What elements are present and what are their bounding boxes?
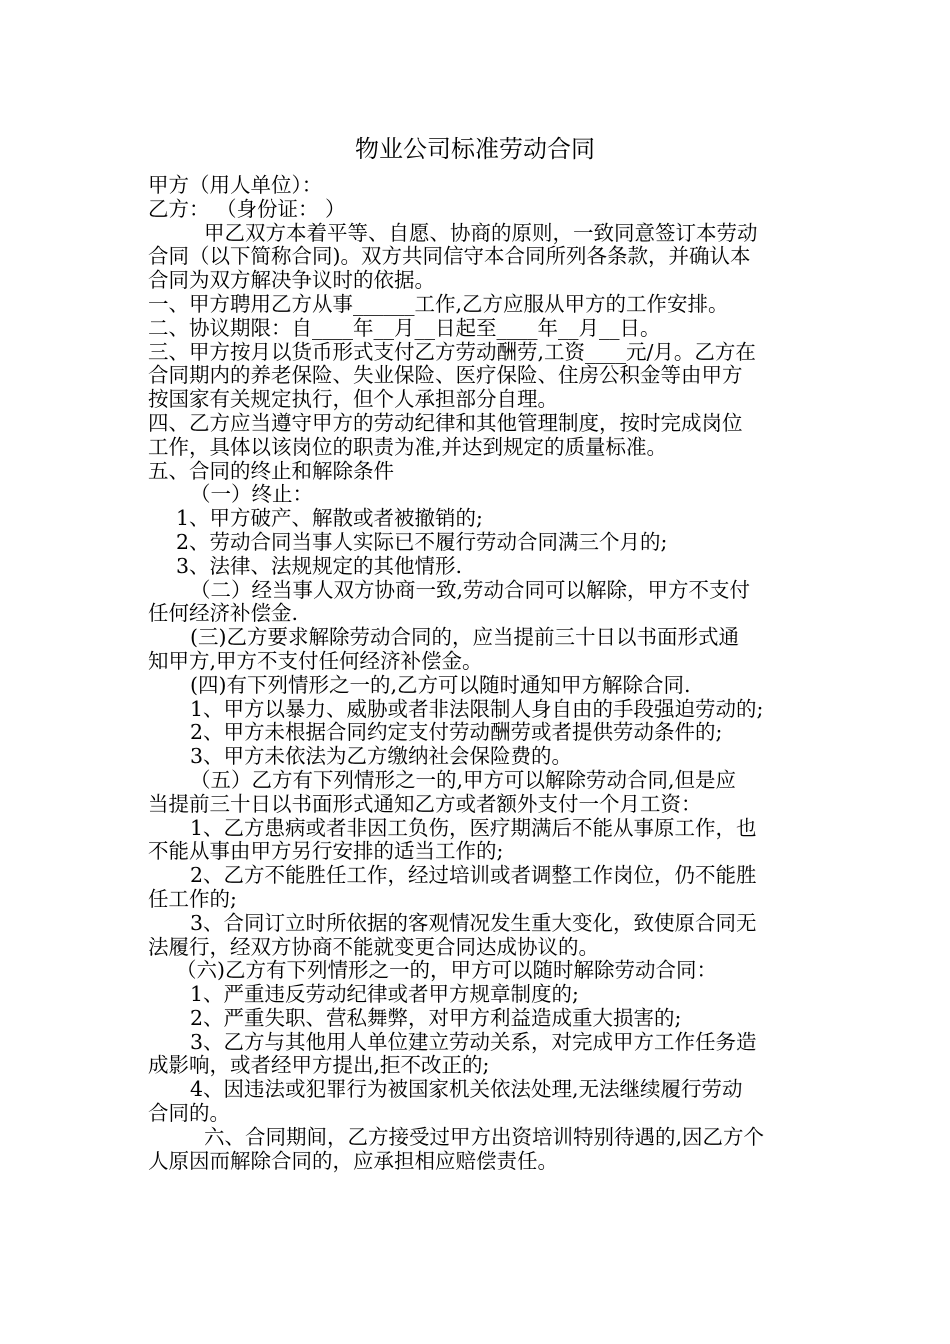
- document-line: 人原因而解除合同的，应承担相应赔偿责任。: [148, 1148, 558, 1173]
- document-line: 一、甲方聘用乙方从事______工作,乙方应服从甲方的工作安排。: [148, 291, 729, 316]
- document-line: 工作，具体以该岗位的职责为准,并达到规定的质量标准。: [148, 434, 668, 459]
- document-line: （六)乙方有下列情形之一的，甲方可以随时解除劳动合同：: [176, 958, 717, 983]
- document-title: 物业公司标准劳动合同: [355, 135, 595, 163]
- document-line: 成影响，或者经甲方提出,拒不改正的;: [148, 1053, 490, 1078]
- document-line: 乙方： （身份证： ）: [148, 196, 346, 221]
- document-line: 3、法律、法规规定的其他情形.: [176, 553, 463, 578]
- document-line: 不能从事由甲方另行安排的适当工作的;: [148, 839, 504, 864]
- document-line: 2、劳动合同当事人实际已不履行劳动合同满三个月的;: [176, 529, 668, 554]
- document-line: 六、合同期间，乙方接受过甲方出资培训特别待遇的,因乙方个: [204, 1124, 765, 1149]
- document-line: （五）乙方有下列情形之一的,甲方可以解除劳动合同,但是应: [190, 767, 737, 792]
- document-line: 2、乙方不能胜任工作，经过培训或者调整工作岗位，仍不能胜: [190, 863, 757, 888]
- document-line: 法履行，经双方协商不能就变更合同达成协议的。: [148, 934, 599, 959]
- document-line: （二）经当事人双方协商一致,劳动合同可以解除，甲方不支付: [190, 577, 751, 602]
- document-line: 任工作的;: [148, 886, 237, 911]
- document-line: 3、乙方与其他用人单位建立劳动关系，对完成甲方工作任务造: [190, 1029, 757, 1054]
- document-line: 1、严重违反劳动纪律或者甲方规章制度的;: [190, 982, 579, 1007]
- document-line: 知甲方,甲方不支付任何经济补偿金。: [148, 648, 483, 673]
- document-line: 按国家有关规定执行，但个人承担部分自理。: [148, 387, 558, 412]
- document-line: 甲方（用人单位）：: [148, 173, 323, 197]
- document-line: 甲乙双方本着平等、自愿、协商的原则，一致同意签订本劳动: [204, 220, 758, 245]
- document-line: 3、甲方未依法为乙方缴纳社会保险费的。: [190, 744, 573, 769]
- document-line: 1、甲方以暴力、威胁或者非法限制人身自由的手段强迫劳动的;: [190, 696, 764, 721]
- document-line: (四)有下列情形之一的,乙方可以随时通知甲方解除合同.: [190, 672, 691, 697]
- document-line: 四、乙方应当遵守甲方的劳动纪律和其他管理制度，按时完成岗位: [148, 410, 743, 435]
- document-line: 三、甲方按月以货币形式支付乙方劳动酬劳,工资____元/月。乙方在: [148, 339, 756, 364]
- document-line: 当提前三十日以书面形式通知乙方或者额外支付一个月工资：: [148, 791, 702, 816]
- document-line: 3、合同订立时所依据的客观情况发生重大变化，致使原合同无: [190, 910, 757, 935]
- document-line: 1、乙方患病或者非因工负伤，医疗期满后不能从事原工作，也: [190, 815, 757, 840]
- document-line: 合同期内的养老保险、失业保险、医疗保险、住房公积金等由甲方: [148, 363, 743, 388]
- document-line: 4、因违法或犯罪行为被国家机关依法处理,无法继续履行劳动: [190, 1077, 743, 1102]
- document-line: 合同为双方解决争议时的依据。: [148, 268, 435, 293]
- document-line: 合同（以下简称合同)。双方共同信守本合同所列各条款，并确认本: [148, 244, 751, 269]
- document-line: 二、协议期限：自____年__月__日起至____年__月__日。: [148, 315, 661, 340]
- document-line: 五、合同的终止和解除条件: [148, 458, 394, 483]
- document-line: 任何经济补偿金.: [148, 601, 299, 626]
- document-line: （一）终止：: [190, 482, 313, 507]
- document-line: 1、甲方破产、解散或者被撤销的;: [176, 506, 483, 531]
- document-line: 合同的。: [148, 1101, 230, 1126]
- document-line: (三)乙方要求解除劳动合同的，应当提前三十日以书面形式通: [190, 625, 739, 650]
- document-line: 2、甲方未根据合同约定支付劳动酬劳或者提供劳动条件的;: [190, 720, 723, 745]
- document-line: 2、严重失职、营私舞弊，对甲方利益造成重大损害的;: [190, 1005, 682, 1030]
- document-body: [148, 174, 808, 1173]
